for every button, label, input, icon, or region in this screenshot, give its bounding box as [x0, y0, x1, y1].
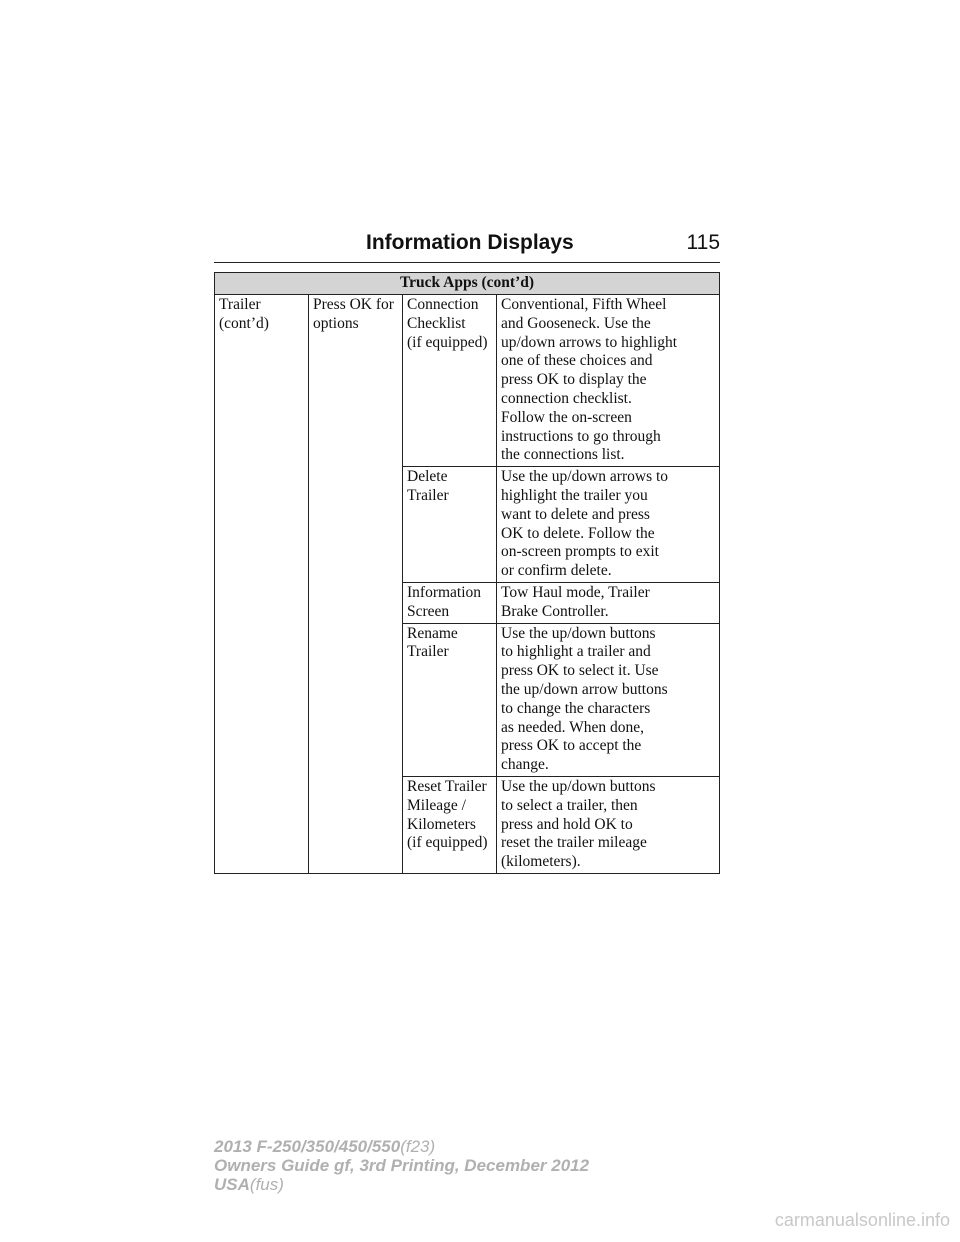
item-line: Trailer	[407, 643, 449, 661]
description-line: or confirm delete.	[501, 562, 612, 580]
description-line: Use the up/down buttons	[501, 624, 656, 642]
category-line: Trailer	[219, 296, 261, 313]
action-cell	[309, 295, 403, 874]
description-line: press and hold OK to	[501, 815, 633, 833]
item-line: Reset Trailer	[407, 777, 487, 795]
description-line: connection checklist.	[501, 389, 632, 407]
item-line: (if equipped)	[407, 333, 488, 351]
description-line: to highlight a trailer and	[501, 643, 651, 661]
description-line: on-screen prompts to exit	[501, 543, 659, 561]
description-line: Conventional, Fifth Wheel	[501, 296, 667, 313]
description-line: OK to delete. Follow the	[501, 524, 655, 542]
item-line: (if equipped)	[407, 834, 488, 852]
footer-model-code: (f23)	[400, 1137, 436, 1156]
item-cell	[403, 582, 497, 623]
description-line: press OK to accept the	[501, 737, 642, 755]
description-line: Use the up/down buttons	[501, 777, 656, 795]
description-line: as needed. When done,	[501, 718, 645, 736]
footer-line-market	[214, 1175, 589, 1194]
item-line: Checklist	[407, 314, 466, 332]
item-cell	[403, 295, 497, 467]
item-line: Connection	[407, 296, 479, 313]
description-line: to change the characters	[501, 699, 651, 717]
watermark: carmanualsonline.info	[774, 1210, 950, 1230]
item-cell	[403, 467, 497, 583]
action-line: Press OK for	[313, 296, 394, 313]
category-line: (cont’d)	[219, 314, 269, 332]
action-line: options	[313, 314, 359, 332]
table-title-row	[215, 273, 720, 295]
description-line: highlight the trailer you	[501, 486, 648, 504]
description-line: Follow the on-screen	[501, 408, 632, 426]
table-row	[215, 295, 720, 467]
item-cell	[403, 776, 497, 873]
description-cell	[497, 582, 720, 623]
description-line: reset the trailer mileage	[501, 834, 647, 852]
description-line: Tow Haul mode, Trailer	[501, 583, 650, 601]
description-line: press OK to display the	[501, 371, 647, 389]
truck-apps-table	[214, 272, 720, 874]
document-footer	[214, 1137, 589, 1194]
item-line: Trailer	[407, 486, 449, 504]
category-cell	[215, 295, 309, 874]
footer-line-edition: Owners Guide gf, 3rd Printing, December 2012	[214, 1156, 590, 1175]
description-line: Brake Controller.	[501, 602, 609, 620]
section-title: Information Displays	[366, 231, 574, 254]
item-line: Kilometers	[407, 815, 476, 833]
description-cell	[497, 467, 720, 583]
description-line: instructions to go through	[501, 427, 661, 445]
description-cell	[497, 295, 720, 467]
description-line: change.	[501, 756, 549, 774]
footer-line-model	[214, 1137, 589, 1156]
description-line: press OK to select it. Use	[501, 662, 659, 680]
page-number: 115	[686, 231, 720, 254]
footer-market: USA	[214, 1175, 250, 1194]
description-line: up/down arrows to highlight	[501, 333, 678, 351]
table-title: Truck Apps (cont’d)	[215, 273, 720, 295]
item-line: Rename	[407, 624, 458, 642]
item-line: Delete	[407, 468, 448, 486]
table-body	[215, 295, 720, 874]
description-line: one of these choices and	[501, 352, 653, 370]
description-line: and Gooseneck. Use the	[501, 314, 651, 332]
item-cell	[403, 623, 497, 776]
item-line: Mileage /	[407, 796, 466, 814]
footer-model: 2013 F-250/350/450/550	[214, 1137, 401, 1156]
item-line: Screen	[407, 602, 450, 620]
footer-market-code: (fus)	[249, 1175, 284, 1194]
description-line: want to delete and press	[501, 505, 650, 523]
page-header	[214, 226, 720, 263]
description-line: the up/down arrow buttons	[501, 680, 668, 698]
description-cell	[497, 623, 720, 776]
description-line: (kilometers).	[501, 853, 581, 871]
description-line: to select a trailer, then	[501, 796, 638, 814]
description-line: the connections list.	[501, 446, 625, 464]
description-cell	[497, 776, 720, 873]
item-line: Information	[407, 583, 482, 601]
description-line: Use the up/down arrows to	[501, 468, 669, 486]
